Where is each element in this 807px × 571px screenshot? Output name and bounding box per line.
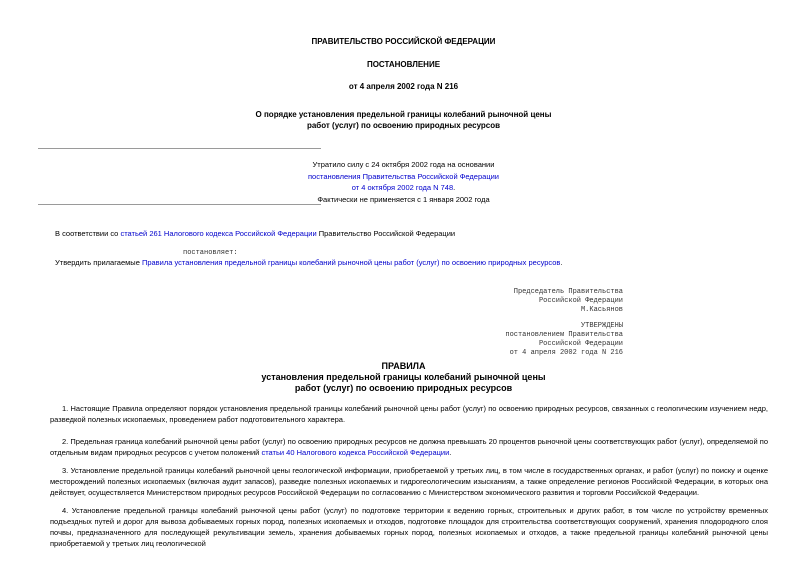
preamble-prefix: В соответствии со [55, 229, 121, 238]
rule-paragraph-1: 1. Настоящие Правила определяют порядок установления предельной границы колебаний рыночной цены работ (услуг) по освоению природных ресурсов, связанных с геологическим изучением недр, разведкой полезных ископаемых, проведением работ подготовительного характера. [50, 404, 768, 424]
signature-title: Председатель Правительства [513, 288, 623, 296]
rule-paragraph-2 [50, 436, 768, 458]
rules-title [0, 361, 807, 394]
top-divider [38, 148, 321, 149]
approve-prefix: Утвердить прилагаемые [55, 258, 142, 267]
signature-block [440, 288, 623, 315]
preamble-suffix: Правительство Российской Федерации [316, 229, 456, 238]
approved-date: от 4 апреля 2002 года N 216 [509, 349, 623, 357]
status-note-link-resolution[interactable]: постановления Правительства Российской Федерации [307, 171, 499, 181]
link-article-261[interactable]: статьей 261 Налогового кодекса Российской Федерации [120, 229, 317, 238]
document-type: ПОСТАНОВЛЕНИЕ [366, 60, 441, 69]
approve-suffix: . [560, 258, 563, 267]
link-rules[interactable]: Правила установления предельной границы колебаний рыночной цены работ (услуг) по освоению природных ресурсов [141, 258, 561, 267]
rule-paragraph-4: 4. Установление предельной границы колебаний рыночной цены работ (услуг) по подготовке территории к ведению горных, строительных и других работ, в том числе по устройству временных подъездных путей и дорог для вывоза добываемых горных пород, полезных ископаемых и отходов, подготовке площадок для строительства соответствующих сооружений, хранения плодородного слоя почвы, предназначенного для последующей рекультивации земель, хранения добываемых горных пород, полезных ископаемых и отходов, а также предельной границы колебаний рыночной цены приобретаемой у третьих лиц геологической [50, 506, 768, 548]
document-title-line1: О порядке установления предельной границы колебаний рыночной цены [255, 110, 552, 119]
status-note-period: . [453, 183, 456, 192]
rule-paragraph-2-end: . [449, 448, 452, 457]
document-date: от 4 апреля 2002 года N 216 [348, 82, 459, 91]
status-note-line3: Фактически не применяется с 1 января 2002 года [317, 194, 490, 204]
decree-word: постановляет: [183, 249, 238, 257]
approved-by: постановлением Правительства [505, 331, 623, 339]
document-title-line2: работ (услуг) по освоению природных ресурсов [306, 121, 501, 130]
rule-paragraph-2-text: 2. Предельная граница колебаний рыночной цены работ (услуг) по освоению природных ресурсов не должна превышать 20 процентов рыночной цены соответствующих работ (услуг), определяемой по отдельным видам природных ресурсов с учетом положений [50, 437, 768, 457]
link-article-40[interactable]: статьи 40 Налогового кодекса Российской Федерации [261, 448, 450, 457]
approved-block [440, 322, 623, 358]
rules-title-line2: установления предельной границы колебаний рыночной цены [261, 372, 546, 382]
signature-country: Российской Федерации [538, 297, 623, 305]
approved-heading: УТВЕРЖДЕНЫ [580, 322, 623, 330]
status-note-line1: Утратило силу с 24 октября 2002 года на основании [312, 160, 495, 169]
rules-title-line1: ПРАВИЛА [381, 361, 426, 371]
status-note [250, 159, 557, 205]
status-note-link-date[interactable]: от 4 октября 2002 года N 748 [351, 183, 454, 192]
rules-title-line3: работ (услуг) по освоению природных ресурсов [294, 383, 513, 393]
approved-country: Российской Федерации [538, 340, 623, 348]
approve-statement [55, 258, 563, 267]
rule-paragraph-3: 3. Установление предельной границы колебаний рыночной цены геологической информации, приобретаемой у третьих лиц, в том числе в государственных органах, и работ (услуг) по поиску и оценке месторождений полезных ископаемых (включая аудит запасов), разведке полезных ископаемых и гидрогеологическим изысканиям, а также определение регионов Российской Федерации, в которых она действует, осуществляется Министерством природных ресурсов Российской Федерации по согласованию с Министерством экономического развития и торговли Российской Федерации. [50, 466, 768, 497]
bottom-divider [38, 204, 321, 205]
signature-name: М.Касьянов [580, 306, 623, 314]
government-name: ПРАВИТЕЛЬСТВО РОССИЙСКОЙ ФЕДЕРАЦИИ [311, 37, 496, 46]
preamble [55, 229, 455, 238]
